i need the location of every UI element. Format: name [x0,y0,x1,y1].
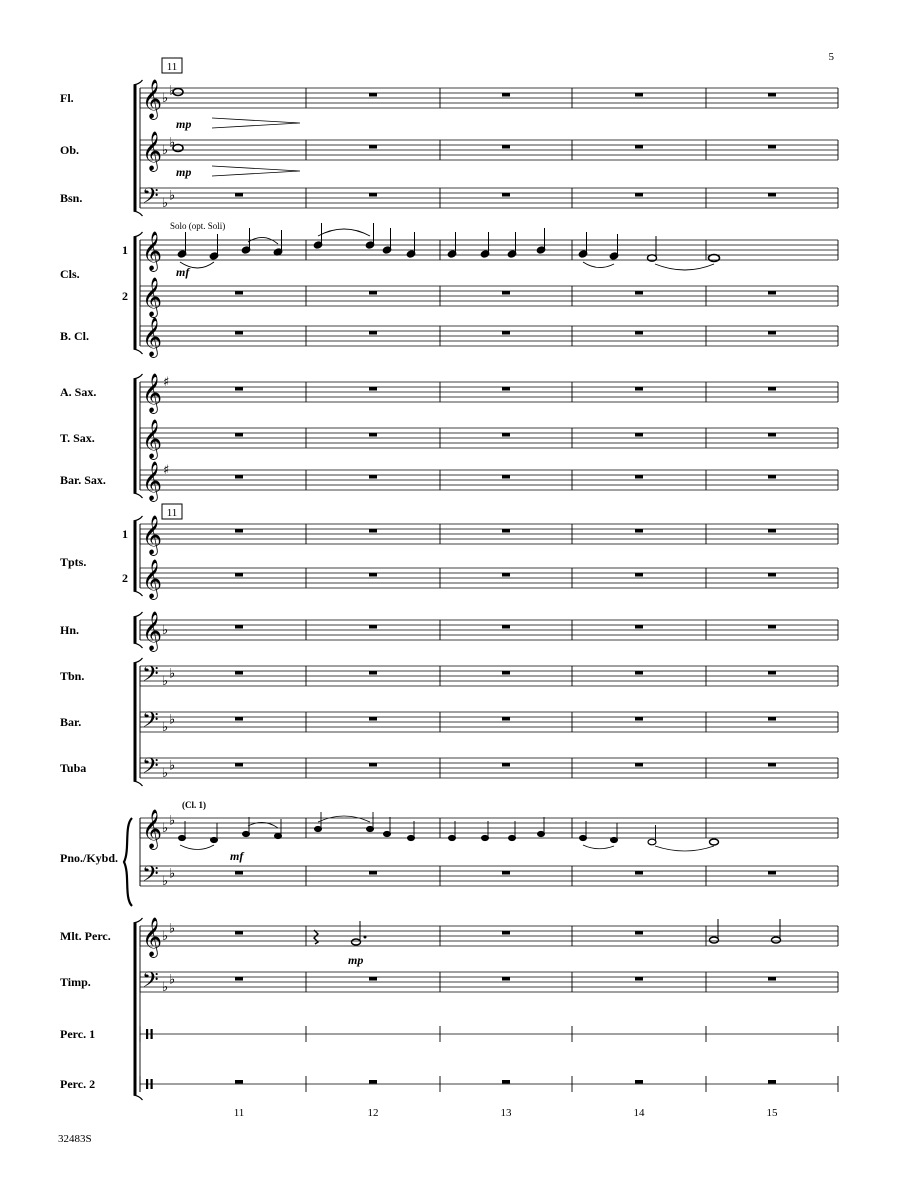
treble-clef-icon: 𝄞 [142,917,163,957]
staff-tbn [140,662,838,692]
whole-rest-icon [635,573,643,577]
cl1-solo-marking: Solo (opt. Soli) [170,221,226,231]
whole-rest-icon [235,717,243,721]
whole-rest-icon [768,717,776,721]
instrument-label: Fl. [60,91,74,105]
whole-rest-icon [235,387,243,391]
whole-rest-icon [369,145,377,149]
rehearsal-mark-brass [162,504,182,519]
flat-icon: ♭ [169,972,176,988]
treble-clef-icon: 𝄞 [142,611,163,651]
instrument-label: A. Sax. [60,385,97,399]
sharp-icon: ♯ [163,463,170,478]
whole-rest-icon [768,871,776,875]
whole-rest-icon [235,625,243,629]
cl1-melody [177,223,719,262]
treble-clef-icon: 𝄞 [142,419,163,459]
treble-clef-icon: 𝄞 [142,231,163,271]
whole-rest-icon [369,529,377,533]
staff-fl [140,79,838,120]
treble-clef-icon: 𝄞 [142,317,163,357]
instrument-label: Cls. [60,267,80,281]
pno-cue-marking: (Cl. 1) [182,800,206,810]
whole-rest-icon [369,1080,377,1084]
piano-brace [124,818,132,906]
instrument-label: Mlt. Perc. [60,929,111,943]
staves [140,79,838,1092]
part-number: 1 [122,527,128,541]
flat-icon: ♭ [162,623,169,638]
measure-number: 11 [233,1107,245,1119]
whole-rest-icon [768,433,776,437]
part-number: 2 [122,571,128,585]
whole-rest-icon [502,145,510,149]
whole-rest-icon [235,529,243,533]
whole-rest-icon [635,475,643,479]
treble-clef-icon: 𝄞 [142,79,163,119]
whole-rest-icon [235,977,243,981]
instrument-label: Bar. [60,715,82,729]
pno-cue-melody [179,812,719,845]
whole-rest-icon [502,931,510,935]
whole-rest-icon [768,291,776,295]
whole-rest-icon [768,671,776,675]
flat-icon: ♭ [169,83,176,99]
instrument-label: B. Cl. [60,329,90,343]
flat-icon: ♭ [169,758,176,774]
whole-rest-icon [502,475,510,479]
whole-rest-icon [768,331,776,335]
staff-perc1 [140,1026,838,1042]
whole-rest-icon [502,573,510,577]
whole-rest-icon [369,763,377,767]
instrument-label: Bsn. [60,191,83,205]
whole-rest-icon [369,871,377,875]
whole-rest-icon [235,291,243,295]
staff-bsn [140,184,838,214]
whole-rest-icon [369,331,377,335]
flat-icon: ♭ [162,766,169,781]
whole-rest-icon [235,931,243,935]
whole-rest-icon [768,387,776,391]
bass-clef-icon: 𝄢 [142,754,159,784]
whole-rest-icon [502,671,510,675]
staff-mlt [140,917,838,958]
bass-clef-icon: 𝄢 [142,662,159,692]
whole-rest-icon [235,433,243,437]
whole-rest-icon [369,433,377,437]
bass-clef-icon: 𝄢 [142,862,159,892]
fl-dynamic-mp: mp [176,117,192,131]
instrument-label: Ob. [60,143,80,157]
staff-pno_rh [140,809,838,850]
staff-tsax [140,419,838,460]
notation [170,89,781,968]
sharp-icon: ♯ [163,375,170,390]
whole-rest-icon [635,763,643,767]
treble-clef-icon: 𝄞 [142,131,163,171]
instrument-label: Pno./Kybd. [60,851,119,865]
whole-rest-icon [502,433,510,437]
whole-rest-icon [635,931,643,935]
whole-rest-icon [635,1080,643,1084]
part-numbers [122,243,128,585]
pno-cue-slurs [180,816,714,851]
flat-icon: ♭ [169,188,176,204]
part-number: 1 [122,243,128,257]
whole-rest-icon [635,871,643,875]
flat-icon: ♭ [169,712,176,728]
whole-rest-icon [502,717,510,721]
staff-tuba [140,754,838,784]
whole-rest-icon [235,573,243,577]
flat-icon: ♭ [162,143,169,158]
whole-rest-icon [635,291,643,295]
flat-icon: ♭ [169,135,176,151]
instrument-label: Tbn. [60,669,85,683]
instrument-label: Tuba [60,761,87,775]
flat-icon: ♭ [169,813,176,829]
whole-rest-icon [502,763,510,767]
treble-clef-icon: 𝄞 [142,559,163,599]
instrument-label: T. Sax. [60,431,95,445]
whole-rest-icon [635,671,643,675]
mlt-dynamic-mp: mp [348,953,364,967]
treble-clef-icon: 𝄞 [142,461,163,501]
whole-rest-icon [768,529,776,533]
rehearsal-mark-woodwinds [162,58,182,73]
whole-rest-icon [369,193,377,197]
instrument-label: Bar. Sax. [60,473,106,487]
whole-rest-icon [235,1080,243,1084]
whole-rest-icon [635,193,643,197]
rehearsal-mark-woodwinds-text: 11 [166,61,178,73]
flat-icon: ♭ [162,196,169,211]
staff-hn [140,611,838,652]
whole-rest-icon [768,573,776,577]
whole-rest-icon [635,625,643,629]
whole-rest-icon [502,871,510,875]
whole-rest-icon [768,977,776,981]
whole-rest-icon [502,529,510,533]
bass-clef-icon: 𝄢 [142,708,159,738]
whole-rest-icon [635,145,643,149]
flat-icon: ♭ [162,980,169,995]
measure-number: 12 [367,1107,379,1119]
flat-icon: ♭ [162,674,169,689]
whole-rest-icon [635,529,643,533]
fl-decrescendo [212,118,300,128]
cl1-dynamic-mf: mf [176,265,190,279]
instrument-label: Perc. 1 [60,1027,96,1041]
instrument-label: Perc. 2 [60,1077,96,1091]
whole-rest-icon [635,977,643,981]
instrument-labels [60,91,118,1091]
whole-rest-icon [635,387,643,391]
whole-rest-icon [369,625,377,629]
treble-clef-icon: 𝄞 [142,809,163,849]
part-number: 2 [122,289,128,303]
instrument-label: Timp. [60,975,91,989]
treble-clef-icon: 𝄞 [142,515,163,555]
measure-number: 13 [500,1107,512,1119]
whole-rest-icon [235,193,243,197]
measure-numbers [234,1107,778,1119]
catalog-number: 32483S [58,1133,92,1145]
whole-rest-icon [369,475,377,479]
whole-rest-icon [235,331,243,335]
whole-rest-icon [768,475,776,479]
flat-icon: ♭ [169,866,176,882]
staff-bar [140,708,838,738]
staff-tpt2 [140,559,838,600]
whole-rest-icon [369,93,377,97]
bass-clef-icon: 𝄢 [142,968,159,998]
measure-number: 15 [766,1107,778,1119]
staff-ob [140,131,838,172]
whole-rest-icon [635,433,643,437]
instrument-label: Hn. [60,623,80,637]
flat-icon: ♭ [162,91,169,106]
whole-rest-icon [369,671,377,675]
whole-rest-icon [768,1080,776,1084]
whole-rest-icon [369,387,377,391]
flat-icon: ♭ [162,929,169,944]
whole-rest-icon [235,763,243,767]
whole-rest-icon [502,93,510,97]
flat-icon: ♭ [169,921,176,937]
staff-asax [140,373,838,414]
group-brackets [124,80,143,1100]
staff-timp [140,968,838,998]
whole-rest-icon [768,145,776,149]
staff-perc2 [140,1076,838,1092]
staff-tpt1 [140,515,838,556]
percussion-clef [146,1029,148,1039]
percussion-clef [146,1079,148,1089]
measure-number: 14 [633,1107,645,1119]
pno-dynamic-mf: mf [230,849,244,863]
bass-clef-icon: 𝄢 [142,184,159,214]
treble-clef-icon: 𝄞 [142,373,163,413]
flat-icon: ♭ [169,666,176,682]
whole-rest-icon [369,291,377,295]
instrument-label: Tpts. [60,555,87,569]
whole-rest-icon [768,625,776,629]
ob-decrescendo [212,166,300,176]
whole-rest-icon [235,671,243,675]
whole-rest-icon [635,717,643,721]
percussion-clef [151,1029,153,1039]
whole-rest-icon [635,331,643,335]
staff-bcl [140,317,838,358]
whole-rest-icon [635,93,643,97]
whole-rest-icon [235,871,243,875]
whole-rest-icon [369,977,377,981]
treble-clef-icon: 𝄞 [142,277,163,317]
staff-barsax [140,461,838,502]
whole-rest-icon [502,331,510,335]
page-number: 5 [828,51,834,63]
flat-icon: ♭ [162,821,169,836]
rehearsal-mark-brass-text: 11 [166,507,178,519]
percussion-clef [151,1079,153,1089]
whole-rest-icon [768,93,776,97]
flat-icon: ♭ [162,874,169,889]
whole-rest-icon [502,387,510,391]
whole-rest-icon [369,573,377,577]
whole-rest-icon [502,291,510,295]
staff-cl2 [140,277,838,318]
ob-dynamic-mp: mp [176,165,192,179]
whole-rest-icon [768,763,776,767]
whole-rest-icon [502,625,510,629]
whole-rest-icon [502,193,510,197]
cl1-slurs [180,229,714,270]
whole-rest-icon [369,717,377,721]
flat-icon: ♭ [162,720,169,735]
whole-rest-icon [768,193,776,197]
whole-rest-icon [502,1080,510,1084]
whole-rest-icon [502,977,510,981]
staff-pno_lh [140,862,838,892]
whole-rest-icon [235,475,243,479]
